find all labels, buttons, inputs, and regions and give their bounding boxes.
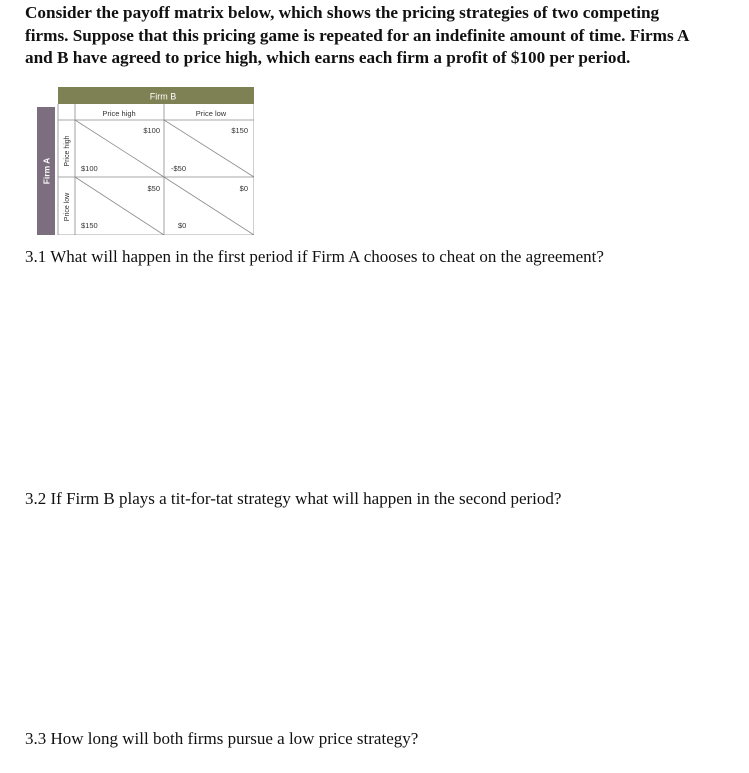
payoff-matrix-graphic <box>37 87 254 235</box>
payoff-lh-firm-b: $50 <box>147 184 160 193</box>
payoff-hh-firm-b: $100 <box>143 126 160 135</box>
col-label-price-high: Price high <box>102 109 136 118</box>
problem-statement <box>25 2 740 70</box>
payoff-hh-firm-a: $100 <box>81 164 98 173</box>
payoff-hl-firm-b: $150 <box>231 126 248 135</box>
question-3-1: 3.1 What will happen in the first period if Firm A chooses to cheat on the agreement? <box>25 247 604 266</box>
question-3-2: 3.2 If Firm B plays a tit-for-tat strategy what will happen in the second period? <box>25 489 562 508</box>
payoff-hl-firm-a: -$50 <box>171 164 187 173</box>
row-label-price-high: Price high <box>64 135 71 167</box>
col-label-price-low: Price low <box>195 109 227 118</box>
intro-line-3: and B have agreed to price high, which earns each firm a profit of $100 per period. <box>25 48 631 67</box>
payoff-ll-firm-a: $0 <box>178 221 187 230</box>
intro-line-2: firms. Suppose that this pricing game is repeated for an indefinite amount of time. Firms A <box>25 25 690 45</box>
firm-a-label: Firm A <box>41 157 52 185</box>
row-label-price-low: Price low <box>64 192 71 222</box>
payoff-ll-firm-b: $0 <box>239 184 248 193</box>
payoff-matrix <box>37 87 254 235</box>
payoff-lh-firm-a: $150 <box>81 221 98 230</box>
question-3-3: 3.3 How long will both firms pursue a low price strategy? <box>25 729 419 748</box>
firm-b-label: Firm B <box>149 91 177 102</box>
intro-line-1: Consider the payoff matrix below, which shows the pricing strategies of two competing <box>25 3 660 22</box>
